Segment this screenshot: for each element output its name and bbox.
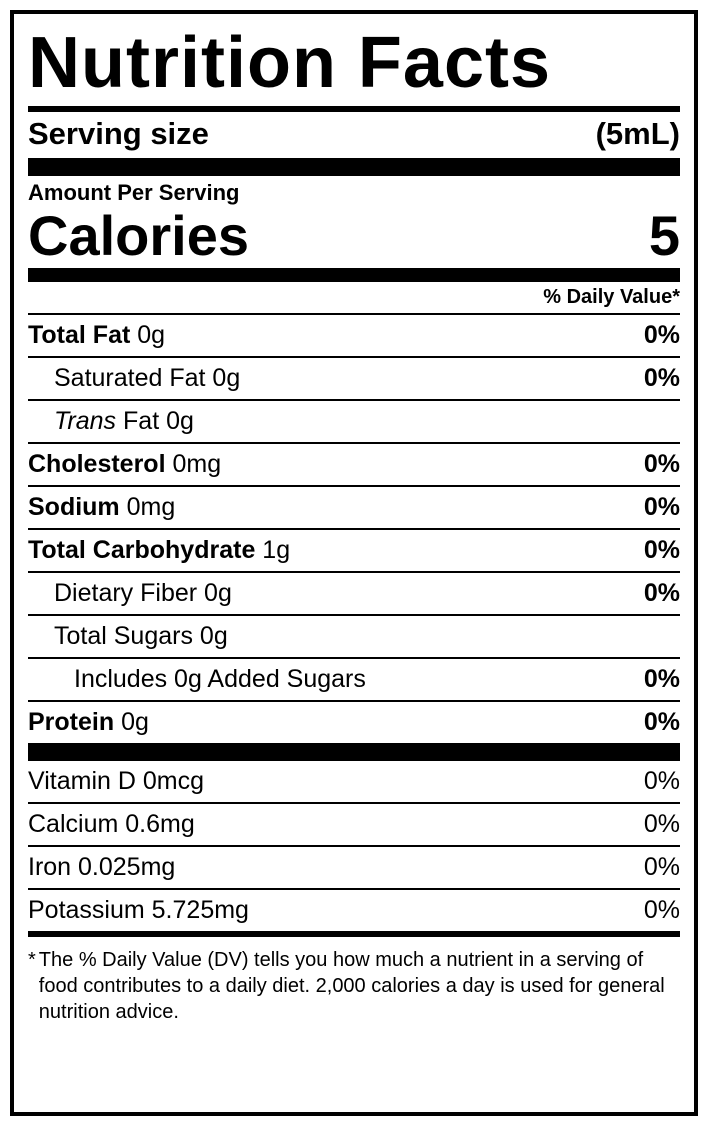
nutrition-facts-label [10, 10, 698, 1116]
nutrient-name [28, 407, 194, 436]
vitamin-name: Vitamin D 0mcg [28, 767, 204, 795]
nutrient-dv: 0% [643, 579, 680, 607]
nutrient-dv: 0% [643, 321, 680, 349]
nutrient-name-bold: Cholesterol [28, 450, 166, 478]
daily-value-footnote [28, 937, 680, 1025]
nutrient-name-bold: Total Carbohydrate [28, 536, 256, 564]
nutrient-row [28, 659, 680, 700]
nutrient-name: Total Sugars 0g [54, 622, 228, 650]
label-title: Nutrition Facts [28, 23, 552, 103]
nutrient-dv: 0% [643, 708, 680, 736]
nutrient-row [28, 573, 680, 614]
nutrient-name-rest: 0mg [165, 450, 222, 478]
vitamin-row [28, 847, 680, 888]
vitamin-dv: 0% [643, 810, 680, 838]
calories-value: 5 [648, 204, 680, 267]
nutrient-name: Includes 0g Added Sugars [74, 665, 366, 693]
vitamin-row [28, 804, 680, 845]
nutrient-dv: 0% [643, 450, 680, 478]
calories-row [28, 206, 680, 268]
nutrient-name: Saturated Fat 0g [54, 364, 241, 392]
serving-size-value: (5mL) [595, 116, 680, 151]
nutrient-name [28, 493, 175, 522]
nutrient-name: Dietary Fiber 0g [54, 579, 232, 607]
nutrient-row [28, 487, 680, 528]
nutrient-name [28, 536, 290, 565]
divider-serving [28, 158, 680, 176]
nutrient-row [28, 702, 680, 743]
footnote-star: * [28, 949, 36, 971]
nutrient-name [28, 321, 165, 350]
amount-per-serving-label: Amount Per Serving [28, 180, 240, 205]
daily-value-header: % Daily Value* [543, 286, 680, 308]
nutrient-row [28, 315, 680, 356]
vitamin-name: Calcium 0.6mg [28, 810, 195, 838]
nutrient-dv: 0% [643, 364, 680, 392]
nutrient-name-bold: Total Fat [28, 321, 131, 349]
nutrient-name-rest: Fat 0g [123, 407, 194, 435]
nutrient-row [28, 616, 680, 657]
vitamin-dv: 0% [643, 853, 680, 881]
nutrient-name-italic: Trans [54, 407, 117, 435]
serving-size-label: Serving size [28, 116, 209, 151]
divider-calories [28, 268, 680, 282]
nutrient-dv: 0% [643, 665, 680, 693]
nutrient-row [28, 530, 680, 571]
nutrient-name-rest: 0g [130, 321, 166, 349]
vitamin-dv: 0% [643, 767, 680, 795]
nutrient-name [28, 708, 149, 737]
vitamin-dv: 0% [643, 896, 680, 924]
nutrient-name-rest: 1g [255, 536, 291, 564]
nutrient-row [28, 401, 680, 442]
vitamin-name: Iron 0.025mg [28, 853, 176, 881]
nutrient-name-rest: 0g [114, 708, 149, 736]
vitamin-row [28, 761, 680, 802]
nutrient-name-rest: 0mg [119, 493, 176, 521]
nutrient-row [28, 358, 680, 399]
nutrient-dv: 0% [643, 493, 680, 521]
vitamin-name: Potassium 5.725mg [28, 896, 249, 924]
vitamin-row [28, 890, 680, 931]
nutrient-dv: 0% [643, 536, 680, 564]
nutrient-name-bold: Protein [28, 708, 115, 736]
nutrient-row [28, 444, 680, 485]
nutrient-name-bold: Sodium [28, 493, 120, 521]
divider-protein [28, 743, 680, 761]
footnote-text: The % Daily Value (DV) tells you how much a nutrient in a serving of food contributes to a daily diet. 2,000 calories a day is used for general nutrition advice. [38, 949, 665, 1023]
calories-label: Calories [28, 204, 249, 267]
serving-size-row [28, 112, 680, 158]
nutrient-name [28, 450, 221, 479]
